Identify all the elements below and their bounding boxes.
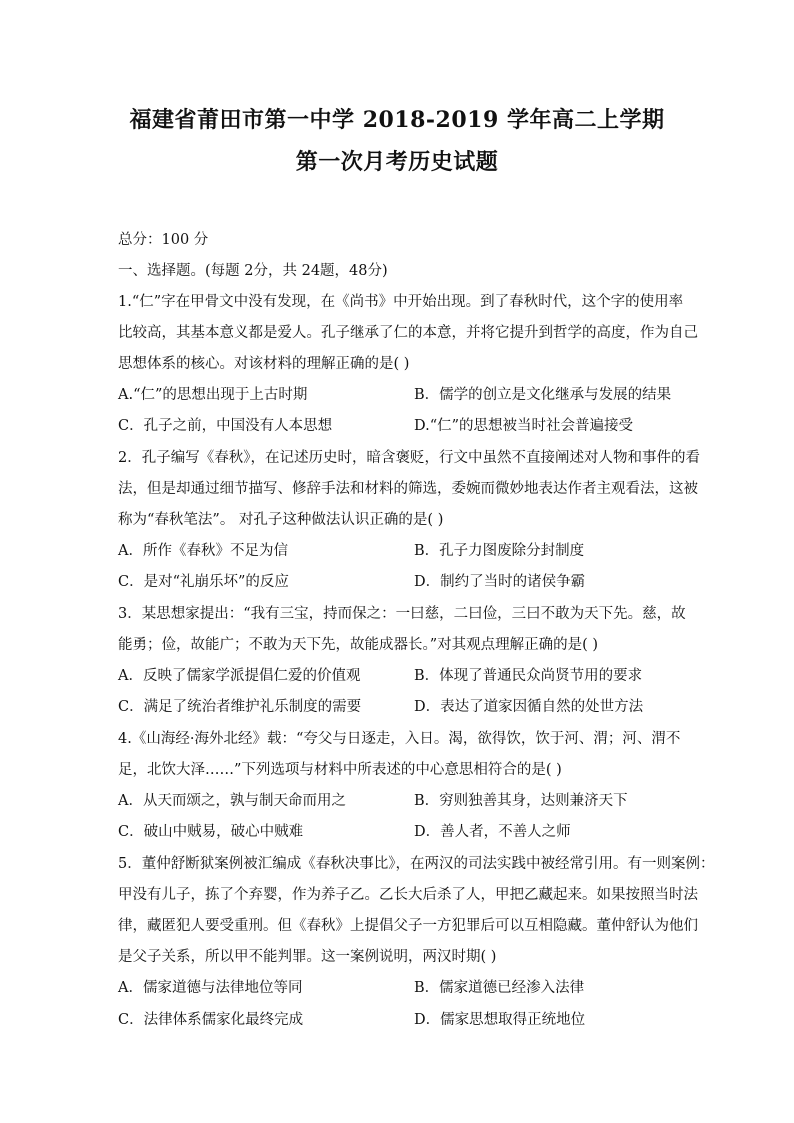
option-a: A.“仁”的思想出现于上古时期 xyxy=(118,387,308,403)
option-a: A．反映了儒家学派提倡仁爱的价值观 xyxy=(118,668,361,684)
question-text-line: 称为“春秋笔法”。 对孔子这种做法认识正确的是( ) xyxy=(118,512,444,528)
option-c: C．孔子之前，中国没有人本思想 xyxy=(118,418,333,434)
option-d: D.“仁”的思想被当时社会普遍接受 xyxy=(414,418,634,434)
question-text-line: 能勇；俭，故能广；不敢为天下先，故能成器长。”对其观点理解正确的是( ) xyxy=(118,637,599,653)
question-text-line: 甲没有儿子，拣了个弃婴，作为养子乙。乙长大后杀了人，甲把乙藏起来。如果按照当时法 xyxy=(118,887,698,903)
option-b: B．穷则独善其身，达则兼济天下 xyxy=(414,793,628,809)
exam-title: 福建省莆田市第一中学 2018-2019 学年高二上学期 xyxy=(129,107,665,133)
option-d: D．善人者，不善人之师 xyxy=(414,824,571,840)
option-d: D．儒家思想取得正统地位 xyxy=(414,1012,586,1028)
option-c: C．法律体系儒家化最终完成 xyxy=(118,1012,304,1028)
question-text-line: 律，藏匿犯人要受重刑。但《春秋》上提倡父子一方犯罪后可以互相隐藏。董仲舒认为他们 xyxy=(118,918,698,934)
option-b: B．儒家道德已经渗入法律 xyxy=(414,980,585,996)
question-text-line: 1.“仁”字在甲骨文中没有发现，在《尚书》中开始出现。到了春秋时代，这个字的使用率 xyxy=(118,294,684,310)
option-b: B．儒学的创立是文化继承与发展的结果 xyxy=(414,387,672,403)
question-text-line: 2．孔子编写《春秋》，在记述历史时，暗含褒贬，行文中虽然不直接阐述对人物和事件的看 xyxy=(118,450,700,466)
option-b: B．体现了普通民众尚贤节用的要求 xyxy=(414,668,643,684)
option-a: A．儒家道德与法律地位等同 xyxy=(118,980,303,996)
option-a: A．从天而颂之，孰与制天命而用之 xyxy=(118,793,346,809)
option-a: A．所作《春秋》不足为信 xyxy=(118,543,288,559)
question-text-line: 是父子关系，所以甲不能判罪。这一案例说明，两汉时期( ) xyxy=(118,949,497,965)
question-text-line: 思想体系的核心。对该材料的理解正确的是( ) xyxy=(118,356,410,372)
question-text-line: 4.《山海经·海外北经》载：“夸父与日逐走，入日。渴，欲得饮，饮于河、渭；河、渭不 xyxy=(118,731,681,747)
total-score: 总分：100 分 xyxy=(118,232,209,248)
option-c: C．是对“礼崩乐坏”的反应 xyxy=(118,574,289,590)
option-d: D．表达了道家因循自然的处世方法 xyxy=(414,699,644,715)
section-heading: 一、选择题。(每题 2分，共 24题，48分) xyxy=(118,263,388,279)
option-c: C．满足了统治者维护礼乐制度的需要 xyxy=(118,699,362,715)
exam-subtitle: 第一次月考历史试题 xyxy=(295,149,499,175)
question-text-line: 足，北饮大泽……”下列选项与材料中所表述的中心意思相符合的是( ) xyxy=(118,762,562,778)
question-text-line: 法，但是却通过细节描写、修辞手法和材料的筛选，委婉而微妙地表达作者主观看法，这被 xyxy=(118,481,698,497)
question-text-line: 3．某思想家提出：“我有三宝，持而保之：一曰慈，二曰俭，三曰不敢为天下先。慈，故 xyxy=(118,606,686,622)
option-d: D．制约了当时的诸侯争霸 xyxy=(414,574,586,590)
option-c: C．破山中贼易，破心中贼难 xyxy=(118,824,304,840)
option-b: B．孔子力图废除分封制度 xyxy=(414,543,585,559)
question-text-line: 比较高，其基本意义都是爱人。孔子继承了仁的本意，并将它提升到哲学的高度，作为自己 xyxy=(118,325,698,341)
question-text-line: 5．董仲舒断狱案例被汇编成《春秋决事比》，在两汉的司法实践中被经常引用。有一则案例： xyxy=(118,856,715,872)
